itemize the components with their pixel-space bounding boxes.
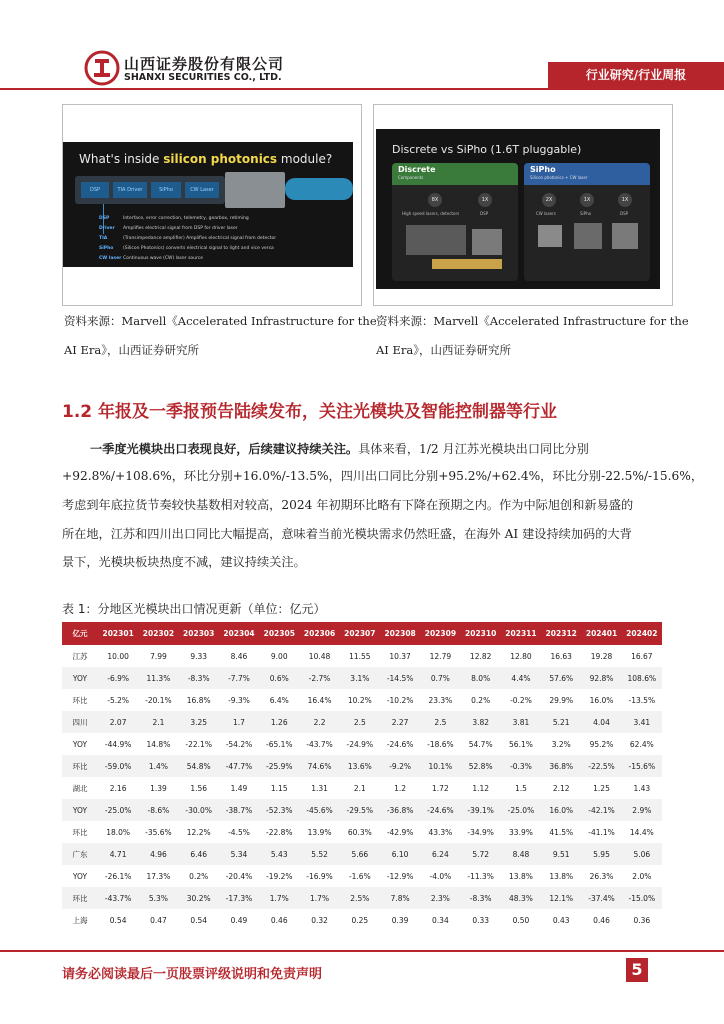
table-row bbox=[62, 777, 662, 799]
table-cell: 2.5 bbox=[420, 711, 460, 733]
table-cell: 57.6% bbox=[541, 667, 581, 689]
table-cell: 0.54 bbox=[109, 915, 127, 925]
count-badge: 8X bbox=[428, 193, 442, 207]
table-cell: 5.06 bbox=[622, 843, 662, 865]
table-cell: -1.6% bbox=[348, 871, 371, 881]
table-cell: 0.32 bbox=[311, 915, 328, 925]
table-cell: 14.8% bbox=[146, 739, 171, 749]
component-chip bbox=[472, 229, 502, 255]
table-cell: -26.1% bbox=[104, 871, 132, 881]
table-cell: -22.5% bbox=[581, 755, 621, 777]
table-cell: 16.0% bbox=[589, 695, 614, 705]
table-cell: -37.4% bbox=[581, 887, 621, 909]
row-label: 环比 bbox=[62, 755, 98, 777]
table-cell: 1.7% bbox=[259, 887, 299, 909]
table-header-cell: 202310 bbox=[461, 622, 501, 645]
table-title: 表 1：分地区光模块出口情况更新（单位：亿元） bbox=[62, 602, 326, 616]
table-cell: -24.6% bbox=[386, 739, 414, 749]
table-cell: 3.41 bbox=[622, 711, 662, 733]
table-cell: 5.66 bbox=[340, 843, 380, 865]
component-sipho bbox=[574, 223, 602, 249]
export-table bbox=[62, 622, 662, 931]
table-cell: 14.4% bbox=[629, 827, 654, 837]
table-cell: 10.1% bbox=[420, 755, 460, 777]
table-cell: 0.50 bbox=[512, 915, 530, 925]
table-cell: 0.7% bbox=[420, 667, 460, 689]
table-cell: 60.3% bbox=[347, 827, 372, 837]
figure-caption: AI Era》，山西证券研究所 bbox=[64, 343, 200, 357]
table-cell: -0.3% bbox=[501, 755, 541, 777]
paragraph-line: 景下，光模块板块热度不减，建议持续关注。 bbox=[62, 555, 306, 569]
table-cell: -29.5% bbox=[340, 799, 380, 821]
table-cell: -52.3% bbox=[259, 799, 299, 821]
row-label: 四川 bbox=[62, 711, 98, 733]
table-cell: 3.82 bbox=[461, 711, 501, 733]
table-cell: 74.6% bbox=[299, 755, 339, 777]
slide-title: Discrete vs SiPho (1.6T pluggable) bbox=[392, 143, 582, 156]
table-cell: 0.25 bbox=[351, 915, 369, 925]
table-cell: 1.56 bbox=[190, 783, 208, 793]
table-cell: 29.9% bbox=[549, 695, 574, 705]
table-cell: 16.67 bbox=[631, 651, 653, 661]
table-cell: 2.16 bbox=[109, 783, 127, 793]
table-cell: 54.7% bbox=[468, 739, 493, 749]
table-cell: 8.48 bbox=[501, 843, 541, 865]
table-row bbox=[62, 667, 662, 689]
table-cell: 4.4% bbox=[501, 667, 541, 689]
table-cell: -5.2% bbox=[107, 695, 130, 705]
module-connector bbox=[225, 172, 285, 208]
table-row bbox=[62, 799, 662, 821]
table-cell: -54.2% bbox=[225, 739, 253, 749]
table-cell: 0.43 bbox=[552, 915, 570, 925]
row-label: 广东 bbox=[62, 843, 98, 865]
table-cell: 6.10 bbox=[380, 843, 420, 865]
table-cell: -42.1% bbox=[581, 799, 621, 821]
table-cell: -65.1% bbox=[265, 739, 293, 749]
table-cell: 5.21 bbox=[541, 711, 581, 733]
table-cell: -22.1% bbox=[185, 739, 212, 749]
table-cell: -10.2% bbox=[386, 695, 414, 705]
row-label: YOY bbox=[72, 871, 88, 881]
table-cell: 23.3% bbox=[428, 695, 453, 705]
row-label: YOY bbox=[62, 799, 98, 821]
table-cell: -20.1% bbox=[145, 695, 172, 705]
table-cell: 13.9% bbox=[307, 827, 332, 837]
table-cell: 36.8% bbox=[541, 755, 581, 777]
table-cell: 108.6% bbox=[622, 667, 662, 689]
count-badge: 1X bbox=[478, 193, 492, 207]
table-cell: 1.43 bbox=[633, 783, 651, 793]
table-cell: -19.2% bbox=[265, 871, 293, 881]
table-cell: -39.1% bbox=[461, 799, 501, 821]
table-cell: -8.6% bbox=[138, 799, 178, 821]
legend-row: SiPho (Silicon Photonics) converts electrical signal to light and vice versa bbox=[99, 246, 274, 251]
slide-image bbox=[63, 142, 353, 267]
table-cell: 10.48 bbox=[308, 651, 331, 661]
table-cell: 12.80 bbox=[510, 651, 532, 661]
table-cell: 13.8% bbox=[549, 871, 574, 881]
table-cell: 33.9% bbox=[509, 827, 533, 837]
table-cell: 52.8% bbox=[461, 755, 501, 777]
table-cell: -8.3% bbox=[179, 667, 219, 689]
table-cell: 1.26 bbox=[259, 711, 299, 733]
table-cell: 1.4% bbox=[138, 755, 178, 777]
table-cell: -4.5% bbox=[228, 827, 250, 837]
table-cell: -22.8% bbox=[265, 827, 293, 837]
table-cell: 0.36 bbox=[633, 915, 651, 925]
table-cell: 6.4% bbox=[269, 695, 289, 705]
table-cell: -11.3% bbox=[467, 871, 494, 881]
slide-title: What's inside silicon photonics module? bbox=[79, 152, 333, 166]
table-cell: -35.6% bbox=[145, 827, 172, 837]
table-cell: -14.5% bbox=[380, 667, 420, 689]
table-cell: 2.9% bbox=[622, 799, 662, 821]
module-cable bbox=[285, 178, 353, 200]
panel-subtitle: Components bbox=[398, 175, 424, 180]
table-cell: 2.12 bbox=[552, 783, 570, 793]
row-label: YOY bbox=[72, 739, 88, 749]
panel-title: Discrete bbox=[398, 165, 436, 174]
table-cell: 95.2% bbox=[589, 739, 614, 749]
row-label: 环比 bbox=[72, 827, 88, 837]
table-cell: 62.4% bbox=[629, 739, 654, 749]
row-label: 上海 bbox=[72, 915, 88, 925]
count-label: SiPho bbox=[580, 211, 592, 216]
table-cell: -15.0% bbox=[622, 887, 662, 909]
count-label: DSP bbox=[620, 211, 629, 216]
chip-driver: TIA Driver bbox=[113, 182, 147, 198]
table-cell: -16.9% bbox=[306, 871, 333, 881]
table-cell: 8.0% bbox=[461, 667, 501, 689]
table-cell: 9.51 bbox=[541, 843, 581, 865]
table-row bbox=[62, 909, 662, 931]
table-header-cell: 202306 bbox=[299, 622, 339, 645]
table-row bbox=[62, 645, 662, 667]
table-cell: 12.1% bbox=[541, 887, 581, 909]
table-cell: 2.3% bbox=[420, 887, 460, 909]
table-cell: 5.3% bbox=[138, 887, 178, 909]
table-header-cell: 202302 bbox=[138, 622, 178, 645]
table-cell: 10.00 bbox=[107, 651, 129, 661]
table-cell: -43.7% bbox=[98, 887, 138, 909]
row-label: 湖北 bbox=[72, 783, 88, 793]
table-cell: 1.5 bbox=[514, 783, 527, 793]
figure-caption: AI Era》，山西证券研究所 bbox=[376, 343, 512, 357]
table-cell: 8.46 bbox=[230, 651, 248, 661]
table-cell: -41.1% bbox=[588, 827, 615, 837]
table-cell: 2.27 bbox=[380, 711, 420, 733]
page-number: 5 bbox=[626, 958, 648, 982]
count-badge: 1X bbox=[580, 193, 594, 207]
table-cell: 19.28 bbox=[590, 651, 613, 661]
table-cell: 13.6% bbox=[340, 755, 380, 777]
table-header-cell: 202304 bbox=[219, 622, 259, 645]
table-cell: 56.1% bbox=[509, 739, 533, 749]
table-cell: 10.2% bbox=[347, 695, 372, 705]
table-cell: 7.8% bbox=[380, 887, 420, 909]
table-cell: 3.1% bbox=[340, 667, 380, 689]
panel-title: SiPho bbox=[530, 165, 556, 174]
table-cell: 12.79 bbox=[429, 651, 452, 661]
table-cell: -7.7% bbox=[219, 667, 259, 689]
table-cell: 4.04 bbox=[581, 711, 621, 733]
chip-laser: CW Laser bbox=[185, 182, 219, 198]
count-badge: 2X bbox=[542, 193, 556, 207]
row-label: YOY bbox=[62, 667, 98, 689]
table-cell: -34.9% bbox=[467, 827, 494, 837]
table-cell: 1.15 bbox=[270, 783, 288, 793]
table-cell: -18.6% bbox=[427, 739, 454, 749]
table-header-cell: 202301 bbox=[98, 622, 138, 645]
row-label: 环比 bbox=[72, 695, 88, 705]
count-badge: 1X bbox=[618, 193, 632, 207]
paragraph-line: +92.8%/+108.6%，环比分别+16.0%/-13.5%，四川出口同比分别+95.2%/+62.4%，环比分别-22.5%/-15.6%， bbox=[62, 469, 704, 483]
table-cell: 2.5% bbox=[340, 887, 380, 909]
table-cell: 1.39 bbox=[150, 783, 167, 793]
table-cell: 0.2% bbox=[471, 695, 491, 705]
table-cell: 9.33 bbox=[190, 651, 208, 661]
table-cell: 3.2% bbox=[551, 739, 571, 749]
table-cell: 0.54 bbox=[190, 915, 208, 925]
table-cell: 13.8% bbox=[509, 871, 533, 881]
table-cell: 3.25 bbox=[179, 711, 219, 733]
legend-row: DSP Interface, error correction, telemetry, gearbox, retiming bbox=[99, 216, 249, 221]
count-label: CW lasers bbox=[536, 211, 556, 216]
component-dsp bbox=[612, 223, 638, 249]
table-row bbox=[62, 843, 662, 865]
table-cell: 43.3% bbox=[428, 827, 453, 837]
legend-row: Driver Amplifies electrical signal from DSP for driver laser bbox=[99, 226, 238, 231]
figure-silicon-photonics bbox=[62, 104, 362, 306]
table-cell: -43.7% bbox=[306, 739, 333, 749]
table-cell: 0.49 bbox=[230, 915, 248, 925]
footer-disclaimer: 请务必阅读最后一页股票评级说明和免责声明 bbox=[62, 967, 323, 982]
table-body bbox=[62, 645, 662, 931]
section-heading: 1.2 年报及一季报预告陆续发布，关注光模块及智能控制器等行业 bbox=[62, 402, 558, 422]
table-cell: -4.0% bbox=[429, 871, 452, 881]
table-cell: 2.1 bbox=[138, 711, 178, 733]
table-cell: -36.8% bbox=[380, 799, 420, 821]
table-cell: 2.07 bbox=[98, 711, 138, 733]
row-label: 江苏 bbox=[72, 651, 88, 661]
table-cell: 1.12 bbox=[472, 783, 490, 793]
table-cell: 11.3% bbox=[138, 667, 178, 689]
figure-caption: 资料来源：Marvell《Accelerated Infrastructure for the bbox=[376, 314, 689, 328]
table-row bbox=[62, 865, 662, 887]
table-cell: -9.2% bbox=[380, 755, 420, 777]
table-cell: -6.9% bbox=[98, 667, 138, 689]
company-logo-icon bbox=[84, 50, 120, 86]
report-category: 行业研究/行业周报 bbox=[548, 62, 724, 88]
table-cell: 4.71 bbox=[98, 843, 138, 865]
footer-divider bbox=[0, 950, 724, 952]
table-cell: 6.24 bbox=[420, 843, 460, 865]
table-cell: -24.9% bbox=[346, 739, 374, 749]
table-cell: 2.1 bbox=[353, 783, 366, 793]
component-strip bbox=[432, 259, 502, 269]
table-cell: 0.46 bbox=[593, 915, 610, 925]
component-laser bbox=[538, 225, 562, 247]
table-cell: 1.25 bbox=[593, 783, 610, 793]
table-cell: 5.52 bbox=[299, 843, 339, 865]
table-cell: 0.47 bbox=[150, 915, 167, 925]
table-header-cell: 202308 bbox=[380, 622, 420, 645]
paragraph-line: 一季度光模块出口表现良好，后续建议持续关注。具体来看，1/2 月江苏光模块出口同比分别 bbox=[90, 442, 589, 456]
table-cell: -25.0% bbox=[98, 799, 138, 821]
component-board bbox=[406, 225, 466, 255]
table-cell: 1.2 bbox=[394, 783, 407, 793]
table-cell: 16.4% bbox=[307, 695, 332, 705]
table-cell: 17.3% bbox=[146, 871, 171, 881]
table-header-cell: 202401 bbox=[581, 622, 621, 645]
table-cell: 0.39 bbox=[391, 915, 409, 925]
table-cell: 0.34 bbox=[432, 915, 449, 925]
table-cell: 5.95 bbox=[581, 843, 621, 865]
table-cell: 41.5% bbox=[549, 827, 574, 837]
table-header-cell: 202402 bbox=[622, 622, 662, 645]
table-cell: 11.55 bbox=[349, 651, 371, 661]
company-name-cn: 山西证券股份有限公司 bbox=[124, 55, 285, 73]
table-cell: 2.0% bbox=[632, 871, 652, 881]
table-cell: -25.9% bbox=[259, 755, 299, 777]
table-cell: 7.99 bbox=[150, 651, 167, 661]
table-cell: 0.46 bbox=[270, 915, 288, 925]
table-cell: -30.0% bbox=[179, 799, 219, 821]
company-name-en: SHANXI SECURITIES CO., LTD. bbox=[124, 72, 282, 83]
table-cell: -17.3% bbox=[219, 887, 259, 909]
table-cell: 0.6% bbox=[259, 667, 299, 689]
paragraph-line: 所在地，江苏和四川出口同比大幅提高，意味着当前光模块需求仍然旺盛，在海外 AI 建设持续加码的大背 bbox=[62, 527, 632, 541]
figure-caption: 资料来源：Marvell《Accelerated Infrastructure for the bbox=[64, 314, 377, 328]
table-cell: 1.7 bbox=[219, 711, 259, 733]
table-cell: 6.46 bbox=[179, 843, 219, 865]
table-cell: 1.7% bbox=[299, 887, 339, 909]
table-cell: -8.3% bbox=[461, 887, 501, 909]
table-cell: 48.3% bbox=[501, 887, 541, 909]
table-cell: 2.2 bbox=[299, 711, 339, 733]
table-cell: -20.4% bbox=[225, 871, 253, 881]
table-row bbox=[62, 733, 662, 755]
table-header-cell: 202309 bbox=[420, 622, 460, 645]
table-row bbox=[62, 755, 662, 777]
table-cell: -9.3% bbox=[228, 695, 250, 705]
table-row bbox=[62, 821, 662, 843]
header-divider bbox=[0, 88, 724, 90]
table-cell: -59.0% bbox=[98, 755, 138, 777]
table-cell: -45.6% bbox=[299, 799, 339, 821]
table-cell: -15.6% bbox=[622, 755, 662, 777]
table-cell: 26.3% bbox=[589, 871, 614, 881]
figure-discrete-vs-sipho bbox=[373, 104, 673, 306]
table-cell: 9.00 bbox=[270, 651, 288, 661]
table-cell: -42.9% bbox=[386, 827, 414, 837]
count-label: High speed lasers, detectors bbox=[402, 211, 460, 216]
table-cell: 16.8% bbox=[186, 695, 211, 705]
count-label: DSP bbox=[480, 211, 489, 216]
table-cell: 5.34 bbox=[219, 843, 259, 865]
table-cell: -25.0% bbox=[501, 799, 541, 821]
table-cell: 1.72 bbox=[432, 783, 449, 793]
table-row bbox=[62, 887, 662, 909]
table-cell: 16.63 bbox=[550, 651, 572, 661]
table-cell: 12.82 bbox=[469, 651, 492, 661]
table-header-cell: 202303 bbox=[179, 622, 219, 645]
chip-sipho: SiPho bbox=[151, 182, 181, 198]
table-cell: 30.2% bbox=[179, 887, 219, 909]
table-cell: 54.8% bbox=[179, 755, 219, 777]
table-header-cell: 202307 bbox=[340, 622, 380, 645]
table-cell: 3.81 bbox=[501, 711, 541, 733]
table-cell: -2.7% bbox=[299, 667, 339, 689]
chip-dsp: DSP bbox=[81, 182, 109, 198]
table-cell: 2.5 bbox=[340, 711, 380, 733]
table-header-cell: 202311 bbox=[501, 622, 541, 645]
table-cell: -12.9% bbox=[386, 871, 414, 881]
panel-discrete bbox=[392, 163, 518, 281]
table-cell: -0.2% bbox=[510, 695, 532, 705]
table-cell: -24.6% bbox=[420, 799, 460, 821]
paragraph-line: 考虑到年底拉货节奏较快基数相对较高，2024 年初期环比略有下降在预期之内。作为中际旭创和新易盛的 bbox=[62, 498, 634, 512]
table-cell: 10.37 bbox=[389, 651, 411, 661]
table-cell: 92.8% bbox=[581, 667, 621, 689]
table-header-cell: 202312 bbox=[541, 622, 581, 645]
table-cell: -38.7% bbox=[219, 799, 259, 821]
table-cell: 5.43 bbox=[259, 843, 299, 865]
table-cell: 1.49 bbox=[230, 783, 248, 793]
table-header-row bbox=[62, 622, 662, 645]
table-cell: 0.33 bbox=[472, 915, 490, 925]
table-cell: 5.72 bbox=[461, 843, 501, 865]
table-header-cell: 亿元 bbox=[62, 622, 98, 645]
table-cell: 18.0% bbox=[106, 827, 131, 837]
table-row bbox=[62, 711, 662, 733]
panel-sipho bbox=[524, 163, 650, 281]
table-header-cell: 202305 bbox=[259, 622, 299, 645]
table-cell: -44.9% bbox=[104, 739, 132, 749]
table-cell: 0.2% bbox=[189, 871, 209, 881]
table-cell: 12.2% bbox=[186, 827, 211, 837]
slide-image bbox=[376, 129, 660, 289]
legend-row: CW laser Continuous wave (CW) laser source bbox=[99, 256, 204, 261]
panel-subtitle: Silicon photonics + CW laser bbox=[530, 175, 588, 180]
module-body bbox=[75, 176, 225, 204]
table-row bbox=[62, 689, 662, 711]
table-cell: 16.0% bbox=[541, 799, 581, 821]
row-label: 环比 bbox=[62, 887, 98, 909]
table-cell: 4.96 bbox=[138, 843, 178, 865]
table-cell: -47.7% bbox=[219, 755, 259, 777]
legend-row: TIA (Transimpedance amplifier) Amplifies electrical signal from detector bbox=[99, 236, 277, 241]
table-cell: -13.5% bbox=[628, 695, 656, 705]
table-cell: 1.31 bbox=[311, 783, 328, 793]
